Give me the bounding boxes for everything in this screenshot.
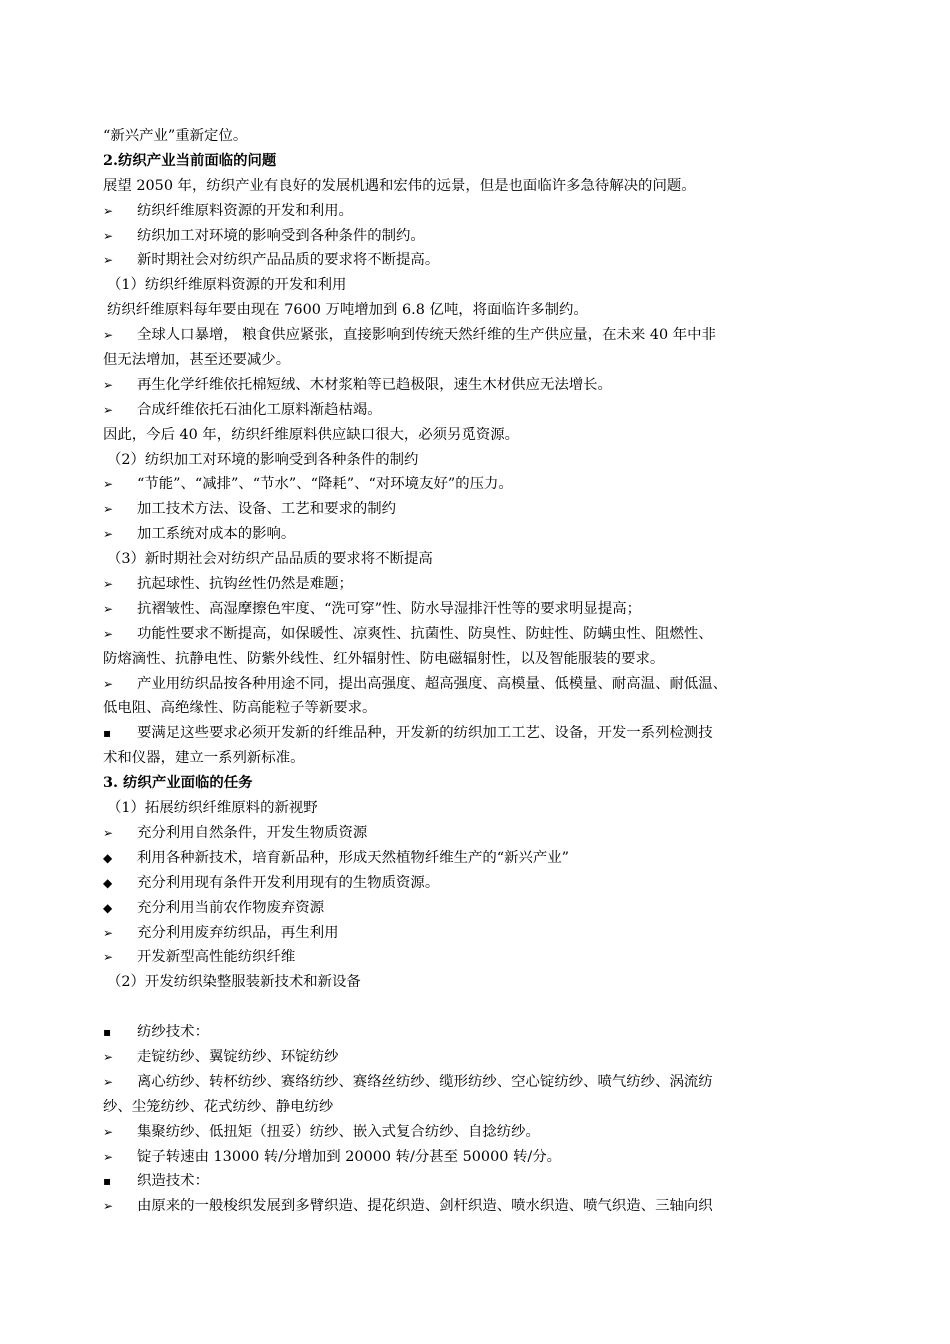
line-text: 集聚纺纱、低扭矩（扭妥）纺纱、嵌入式复合纺纱、自捻纺纱。	[137, 1123, 540, 1140]
line-text: 离心纺纱、转杯纺纱、赛络纺纱、赛络丝纺纱、缆形纺纱、空心锭纺纱、喷气纺纱、涡流纺	[137, 1073, 713, 1090]
bullet-item	[103, 572, 823, 597]
arrow-bullet-icon: ➢	[103, 676, 114, 691]
line-text: 合成纤维依托石油化工原料渐趋枯竭。	[137, 401, 382, 418]
subsection-line	[103, 796, 823, 821]
arrow-bullet-icon: ➢	[103, 203, 114, 218]
bullet-item	[103, 597, 823, 622]
bullet-item	[103, 721, 823, 746]
line-text: 术和仪器，建立一系列新标准。	[103, 750, 305, 767]
arrow-bullet-icon: ➢	[103, 377, 114, 392]
line-text: 利用各种新技术，培育新品种，形成天然植物纤维生产的“新兴产业”	[137, 849, 570, 866]
line-text: 织造技术：	[137, 1173, 209, 1190]
line-text: 功能性要求不断提高，如保暖性、凉爽性、抗菌性、防臭性、防蛀性、防螨虫性、阻燃性、	[137, 625, 713, 642]
bullet-item	[103, 398, 823, 423]
line-text: 纺织加工对环境的影响受到各种条件的制约。	[137, 227, 425, 244]
bullet-item	[103, 1120, 823, 1145]
paragraph-line	[103, 647, 823, 672]
paragraph-line	[103, 124, 823, 149]
line-text: （1）拓展纺织纤维原料的新视野	[107, 800, 318, 817]
subsection-line	[103, 448, 823, 473]
square-bullet-icon: ▪	[103, 1025, 112, 1040]
arrow-bullet-icon: ➢	[103, 1199, 114, 1214]
line-text: 要满足这些要求必须开发新的纤维品种，开发新的纺织加工工艺、设备，开发一系列检测技	[137, 725, 713, 742]
document-body	[103, 124, 823, 1219]
line-text: （2）纺织加工对环境的影响受到各种条件的制约	[107, 451, 419, 468]
line-text: 抗起球性、抗钩丝性仍然是难题；	[137, 576, 353, 593]
bullet-item	[103, 472, 823, 497]
line-text: 纺纱技术：	[137, 1024, 209, 1041]
section-heading	[103, 771, 823, 796]
section-heading	[103, 149, 823, 174]
bullet-item	[103, 921, 823, 946]
square-bullet-icon: ▪	[103, 1174, 112, 1189]
bullet-item	[103, 199, 823, 224]
bullet-item	[103, 1145, 823, 1170]
line-text: （3）新时期社会对纺织产品品质的要求将不断提高	[107, 551, 433, 568]
line-text: 开发新型高性能纺织纤维	[137, 949, 296, 966]
diamond-bullet-icon: ◆	[103, 900, 113, 915]
arrow-bullet-icon: ➢	[103, 1074, 114, 1089]
bullet-item	[103, 896, 823, 921]
line-text: 纺织纤维原料每年要由现在 7600 万吨增加到 6.8 亿吨，将面临许多制约。	[107, 302, 588, 319]
diamond-bullet-icon: ◆	[103, 850, 113, 865]
bullet-item	[103, 821, 823, 846]
arrow-bullet-icon: ➢	[103, 477, 114, 492]
subsection-line	[103, 298, 823, 323]
line-text: 新时期社会对纺织产品品质的要求将不断提高。	[137, 252, 440, 269]
arrow-bullet-icon: ➢	[103, 402, 114, 417]
arrow-bullet-icon: ➢	[103, 253, 114, 268]
arrow-bullet-icon: ➢	[103, 228, 114, 243]
line-text: 全球人口暴增， 粮食供应紧张，直接影响到传统天然纤维的生产供应量，在未来 40 年中非	[137, 327, 716, 344]
bullet-item	[103, 1045, 823, 1070]
subsection-line	[103, 273, 823, 298]
paragraph-line	[103, 746, 823, 771]
bullet-item	[103, 945, 823, 970]
line-text: 加工技术方法、设备、工艺和要求的制约	[137, 501, 397, 518]
bullet-item	[103, 622, 823, 647]
arrow-bullet-icon: ➢	[103, 601, 114, 616]
line-text: 但无法增加，甚至还要减少。	[103, 352, 291, 369]
diamond-bullet-icon: ◆	[103, 875, 113, 890]
line-text: 锭子转速由 13000 转/分增加到 20000 转/分甚至 50000 转/分。	[137, 1148, 561, 1165]
line-text: 产业用纺织品按各种用途不同，提出高强度、超高强度、高模量、低模量、耐高温、耐低温、	[137, 675, 728, 692]
bullet-item	[103, 846, 823, 871]
arrow-bullet-icon: ➢	[103, 328, 114, 343]
arrow-bullet-icon: ➢	[103, 950, 114, 965]
line-text: 抗褶皱性、高湿摩擦色牢度、“洗可穿”性、防水导湿排汗性等的要求明显提高；	[137, 600, 641, 617]
line-text: （1）纺织纤维原料资源的开发和利用	[107, 277, 347, 294]
bullet-item	[103, 672, 823, 697]
line-text: 纺织纤维原料资源的开发和利用。	[137, 202, 353, 219]
line-text: 纱、尘笼纺纱、花式纺纱、静电纺纱	[103, 1098, 334, 1115]
line-text: 由原来的一般梭织发展到多臂织造、提花织造、剑杆织造、喷水织造、喷气织造、三轴向织	[137, 1198, 713, 1215]
arrow-bullet-icon: ➢	[103, 1149, 114, 1164]
bullet-item	[103, 522, 823, 547]
line-text: 低电阻、高绝缘性、防高能粒子等新要求。	[103, 700, 377, 717]
paragraph-line	[103, 174, 823, 199]
subsection-line	[103, 547, 823, 572]
line-text: 因此，今后 40 年，纺织纤维原料供应缺口很大，必须另觅资源。	[103, 426, 520, 443]
paragraph-line	[103, 1095, 823, 1120]
arrow-bullet-icon: ➢	[103, 1049, 114, 1064]
line-text: 加工系统对成本的影响。	[137, 526, 296, 543]
line-text: 再生化学纤维依托棉短绒、木材浆粕等已趋极限，速生木材供应无法增长。	[137, 376, 612, 393]
arrow-bullet-icon: ➢	[103, 577, 114, 592]
bullet-item	[103, 323, 823, 348]
line-text: 充分利用当前农作物废弃资源	[137, 899, 325, 916]
line-text: 充分利用现有条件开发利用现有的生物质资源。	[137, 874, 440, 891]
bullet-item	[103, 1169, 823, 1194]
line-text: 2.纺织产业当前面临的问题	[103, 151, 277, 169]
paragraph-line	[103, 348, 823, 373]
arrow-bullet-icon: ➢	[103, 502, 114, 517]
bullet-item	[103, 248, 823, 273]
arrow-bullet-icon: ➢	[103, 626, 114, 641]
bullet-item	[103, 224, 823, 249]
line-text: “节能”、“减排”、“节水”、“降耗”、“对环境友好”的压力。	[137, 476, 513, 493]
line-text: 防熔滴性、抗静电性、防紫外线性、红外辐射性、防电磁辐射性，以及智能服装的要求。	[103, 650, 665, 667]
line-text: 走锭纺纱、翼锭纺纱、环锭纺纱	[137, 1048, 339, 1065]
arrow-bullet-icon: ➢	[103, 1124, 114, 1139]
bullet-item	[103, 1070, 823, 1095]
line-text: （2）开发纺织染整服装新技术和新设备	[107, 974, 361, 991]
arrow-bullet-icon: ➢	[103, 527, 114, 542]
line-text: “新兴产业”重新定位。	[103, 128, 248, 144]
arrow-bullet-icon: ➢	[103, 825, 114, 840]
line-text: 充分利用自然条件，开发生物质资源	[137, 824, 368, 841]
paragraph-line	[103, 423, 823, 448]
bullet-item	[103, 1194, 823, 1219]
subsection-line	[103, 970, 823, 1020]
line-text: 3. 纺织产业面临的任务	[103, 774, 253, 792]
bullet-item	[103, 497, 823, 522]
arrow-bullet-icon: ➢	[103, 925, 114, 940]
line-text: 充分利用废弃纺织品，再生利用	[137, 924, 339, 941]
line-text: 展望 2050 年，纺织产业有良好的发展机遇和宏伟的远景，但是也面临许多急待解决的问题。	[103, 177, 696, 194]
bullet-item	[103, 871, 823, 896]
square-bullet-icon: ▪	[103, 726, 112, 741]
bullet-item	[103, 373, 823, 398]
paragraph-line	[103, 696, 823, 721]
bullet-item	[103, 1020, 823, 1045]
